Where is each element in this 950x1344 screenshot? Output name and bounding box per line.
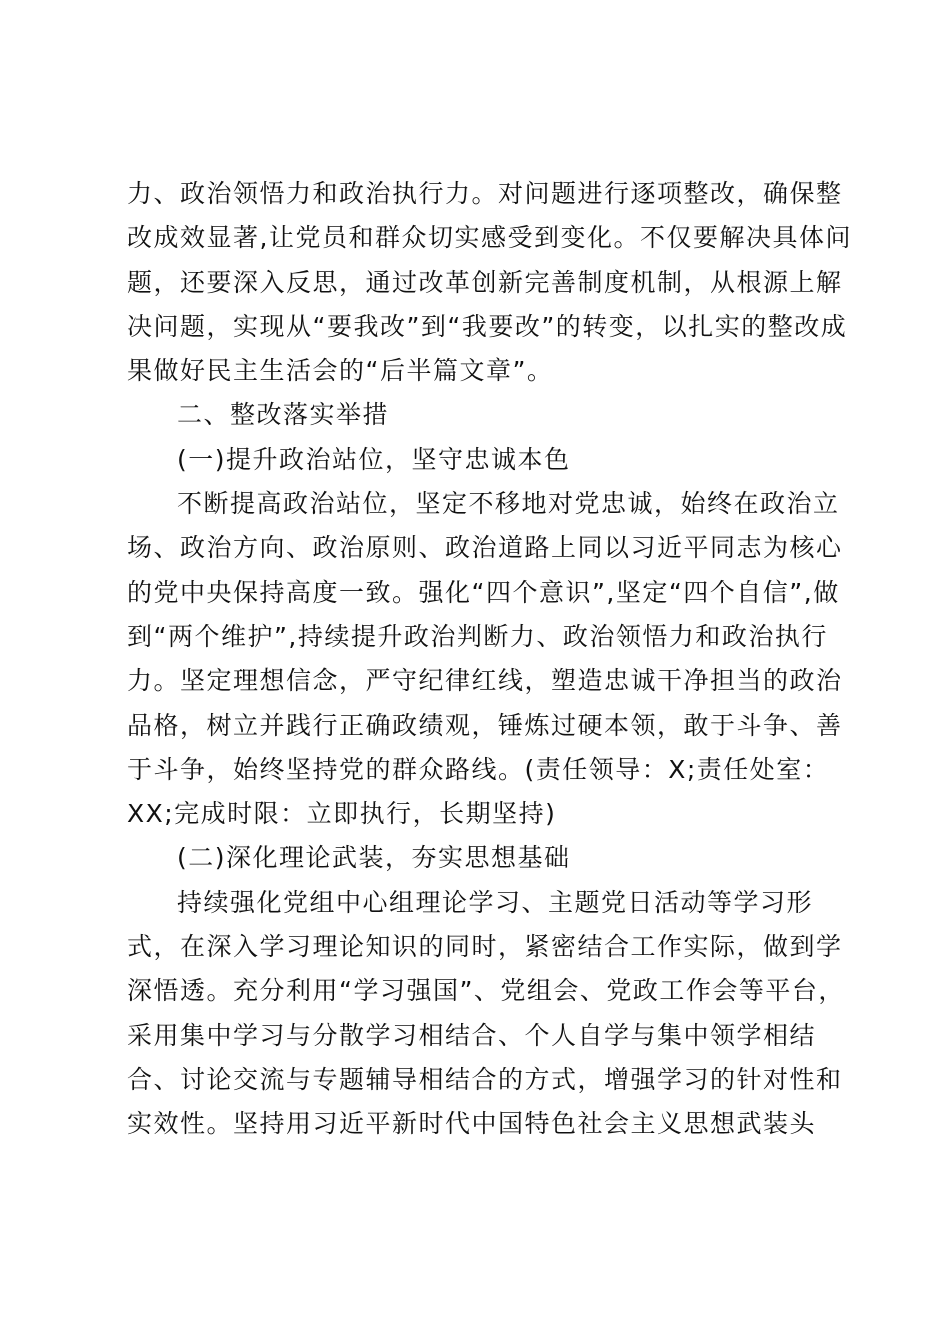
text-line: 场、政治方向、政治原则、政治道路上同以习近平同志为核心	[127, 533, 843, 563]
section-heading: 二、整改落实举措	[177, 400, 390, 430]
text-line: 式，在深入学习理论知识的同时，紧密结合工作实际，做到学	[127, 932, 843, 962]
text-line: 决问题，实现从“要我改”到“我要改”的转变，以扎实的整改成	[127, 311, 848, 341]
text-line: 力。坚定理想信念，严守纪律红线，塑造忠诚干净担当的政治	[127, 666, 843, 696]
text-line: 采用集中学习与分散学习相结合、个人自学与集中领学相结	[127, 1020, 817, 1050]
text-line: 合、讨论交流与专题辅导相结合的方式，增强学习的针对性和	[127, 1064, 843, 1094]
subsection-heading: (二)深化理论武装，夯实思想基础	[177, 843, 571, 873]
text-line: XX;完成时限：立即执行，长期坚持)	[127, 799, 557, 829]
text-line: 力、政治领悟力和政治执行力。对问题进行逐项整改，确保整	[127, 179, 843, 208]
text-line: 果做好民主生活会的“后半篇文章”。	[127, 356, 554, 386]
document-body	[127, 172, 852, 1147]
text-line: 品格，树立并践行正确政绩观，锤炼过硬本领，敢于斗争、善	[127, 710, 843, 740]
text-line: 深悟透。充分利用“学习强国”、党组会、党政工作会等平台，	[127, 976, 845, 1006]
paragraph-first-line: 持续强化党组中心组理论学习、主题党日活动等学习形	[177, 887, 814, 917]
text-line: 题，还要深入反思，通过改革创新完善制度机制，从根源上解	[127, 267, 843, 297]
text-line: 实效性。坚持用习近平新时代中国特色社会主义思想武装头	[127, 1109, 817, 1139]
paragraph-first-line: 不断提高政治站位，坚定不移地对党忠诚，始终在政治立	[177, 489, 840, 519]
text-line: 于斗争，始终坚持党的群众路线。(责任领导：X;责任处室：	[127, 754, 830, 784]
text-line: 的党中央保持高度一致。强化“四个意识”,坚定“四个自信”,做	[127, 577, 840, 607]
text-line: 改成效显著,让党员和群众切实感受到变化。不仅要解决具体问	[127, 223, 852, 253]
subsection-heading: (一)提升政治站位，坚守忠诚本色	[177, 444, 571, 474]
text-line: 到“两个维护”,持续提升政治判断力、政治领悟力和政治执行	[127, 621, 828, 651]
